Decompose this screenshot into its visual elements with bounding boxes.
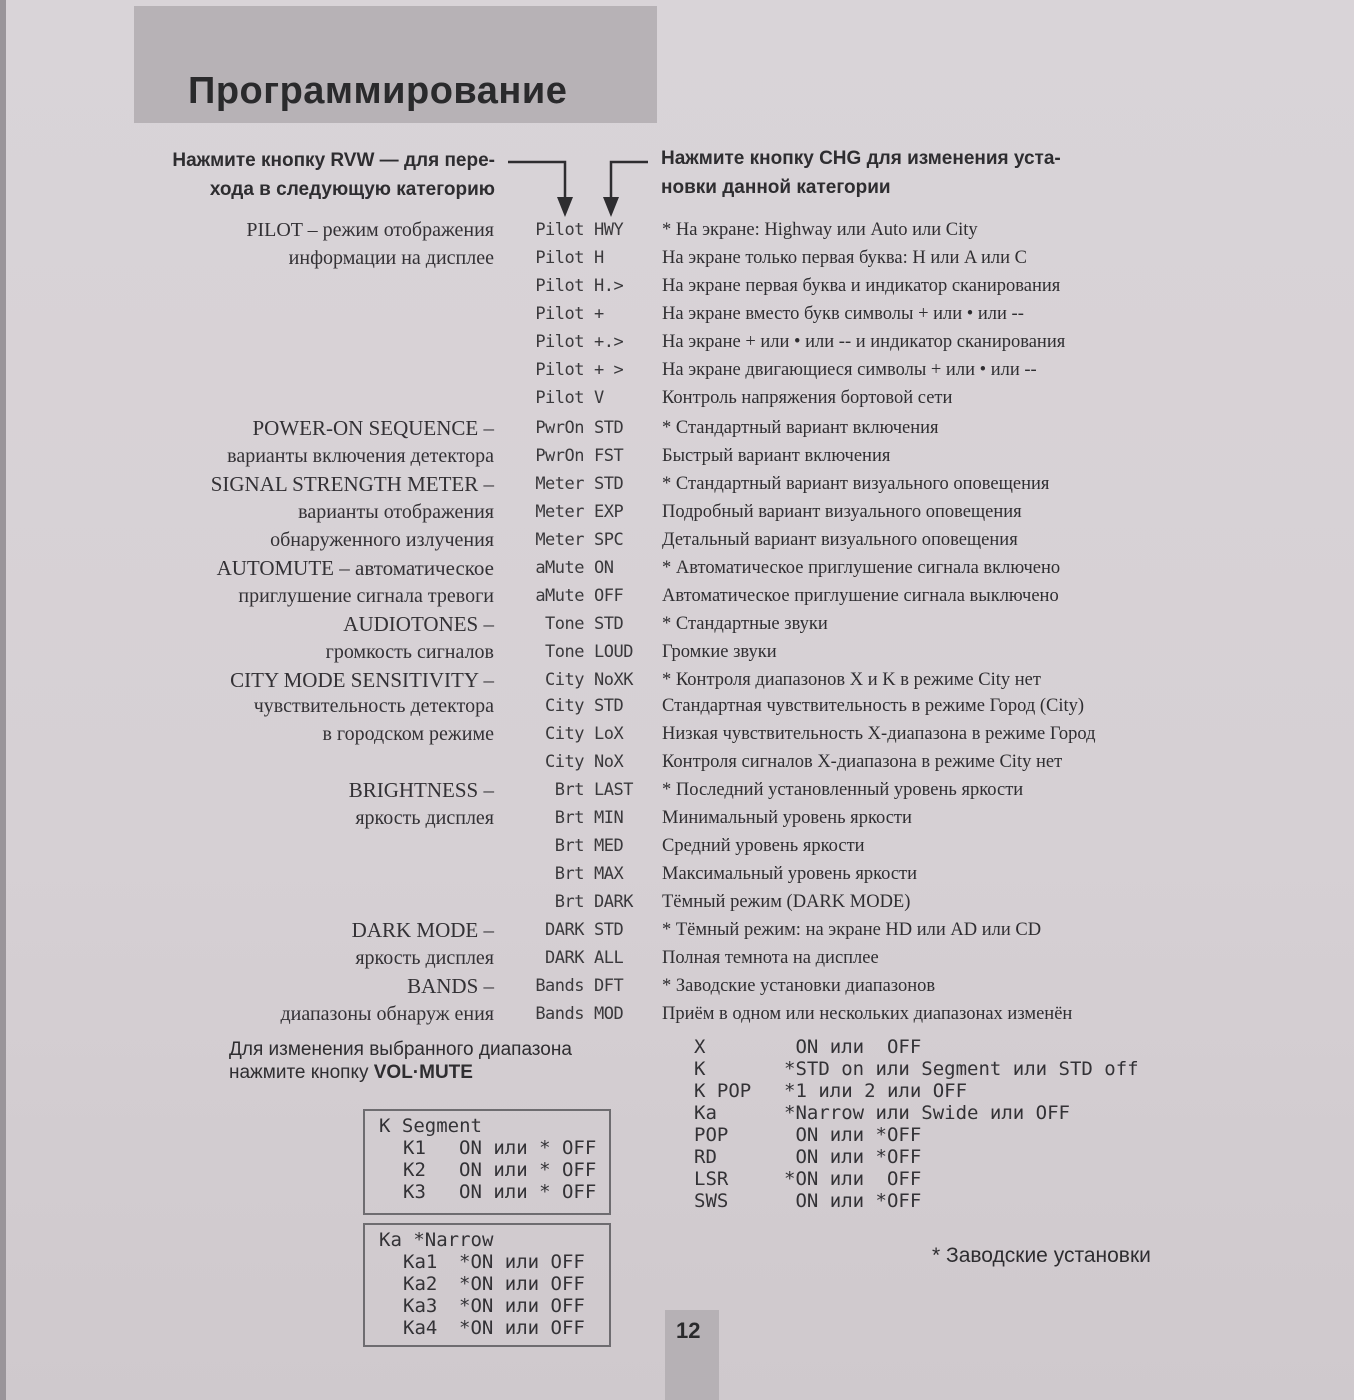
lcd-display-label: Tone xyxy=(545,642,584,662)
setting-category: диапазоны обнаруж ения xyxy=(280,1003,494,1025)
k-segment-title: K Segment xyxy=(379,1115,482,1137)
setting-category: варианты отображения xyxy=(298,501,494,523)
setting-description: Средний уровень яркости xyxy=(662,836,865,856)
setting-row xyxy=(0,300,1354,328)
setting-description: Максимальный уровень яркости xyxy=(662,864,918,884)
setting-description: Тёмный режим (DARK MODE) xyxy=(662,892,911,912)
lcd-display-label: Pilot xyxy=(535,276,584,296)
lcd-display-value: + > xyxy=(594,360,624,380)
setting-row xyxy=(0,748,1354,776)
lcd-display-value: MIN xyxy=(594,808,624,828)
setting-category: BRIGHTNESS – xyxy=(348,778,494,802)
setting-description: * Последний установленный уровень яркости xyxy=(662,780,1024,800)
lcd-display-label: Meter xyxy=(535,530,584,550)
lcd-display-value: STD xyxy=(594,474,624,494)
setting-row xyxy=(0,442,1354,470)
setting-row xyxy=(0,916,1354,944)
page-title: Программирование xyxy=(188,70,568,112)
setting-description: Стандартная чувствительность в режиме Город (City) xyxy=(662,696,1085,716)
setting-row xyxy=(0,888,1354,916)
band-name: X xyxy=(694,1036,706,1058)
band-segment-item xyxy=(379,1137,595,1159)
segment-name: K2 xyxy=(403,1159,426,1181)
chg-arrowhead-icon xyxy=(603,197,619,217)
band-name: LSR xyxy=(694,1168,729,1190)
setting-description: * Заводские установки диапазонов xyxy=(662,976,936,996)
lcd-display-label: Tone xyxy=(545,614,584,634)
setting-category: чувствительность детектора xyxy=(253,695,494,717)
setting-row xyxy=(0,414,1354,442)
setting-row xyxy=(0,470,1354,498)
setting-category: DARK MODE – xyxy=(351,918,494,942)
segment-name: Ka2 xyxy=(403,1273,438,1295)
lcd-display-label: Brt xyxy=(554,836,584,856)
segment-value: *ON или OFF xyxy=(459,1317,585,1339)
k-segment-box xyxy=(363,1109,611,1215)
segment-name: K1 xyxy=(403,1137,426,1159)
lcd-display-label: Meter xyxy=(535,474,584,494)
setting-category: приглушение сигнала тревоги xyxy=(238,585,494,607)
band-settings-list xyxy=(694,1036,1139,1212)
band-name: SWS xyxy=(694,1190,729,1212)
lcd-display-label: Brt xyxy=(554,808,584,828)
setting-description: На экране + или • или -- и индикатор сканирования xyxy=(662,332,1066,352)
lcd-display-label: Bands xyxy=(535,1004,584,1024)
band-segment-item xyxy=(379,1159,595,1181)
lcd-display-value: MED xyxy=(594,836,624,856)
setting-row xyxy=(0,638,1354,666)
setting-description: * Стандартный вариант визуального оповещения xyxy=(662,474,1050,494)
band-row xyxy=(694,1146,1139,1168)
setting-row xyxy=(0,356,1354,384)
lcd-display-value: OFF xyxy=(594,586,624,606)
lcd-display-label: Pilot xyxy=(535,332,584,352)
setting-description: На экране первая буква и индикатор сканирования xyxy=(662,276,1061,296)
segment-name: K3 xyxy=(403,1181,426,1203)
setting-description: Подробный вариант визуального оповещения xyxy=(662,502,1022,522)
segment-name: Ka1 xyxy=(403,1251,438,1273)
lcd-display-label: aMute xyxy=(535,558,584,578)
lcd-display-value: EXP xyxy=(594,502,624,522)
lcd-display-label: Bands xyxy=(535,976,584,996)
lcd-display-value: SPC xyxy=(594,530,624,550)
setting-category: AUTOMUTE – автоматическое xyxy=(216,556,494,580)
setting-category: громкость сигналов xyxy=(325,641,494,663)
band-value: *Narrow или Swide или OFF xyxy=(784,1102,1070,1124)
setting-row xyxy=(0,244,1354,272)
lcd-display-value: +.> xyxy=(594,332,624,352)
lcd-display-label: aMute xyxy=(535,586,584,606)
lcd-display-value: STD xyxy=(594,920,624,940)
setting-description: * Стандартные звуки xyxy=(662,614,828,634)
lcd-display-label: PwrOn xyxy=(535,446,584,466)
lcd-display-label: City xyxy=(545,670,584,690)
band-row xyxy=(694,1080,1139,1102)
setting-row xyxy=(0,860,1354,888)
setting-category: PILOT – режим отображения xyxy=(246,219,494,241)
setting-description: Быстрый вариант включения xyxy=(662,446,891,466)
setting-category: SIGNAL STRENGTH METER – xyxy=(210,472,494,496)
setting-row xyxy=(0,582,1354,610)
setting-description: Приём в одном или нескольких диапазонах изменён xyxy=(662,1004,1073,1024)
lcd-display-value: LoX xyxy=(594,724,624,744)
setting-row xyxy=(0,832,1354,860)
lcd-display-value: FST xyxy=(594,446,624,466)
setting-description: На экране двигающиеся символы + или • или -- xyxy=(662,360,1037,380)
band-value: ON или OFF xyxy=(784,1036,922,1058)
band-row xyxy=(694,1036,1139,1058)
rvw-instruction-line1: Нажмите кнопку RVW — для пере- xyxy=(172,150,495,171)
lcd-display-value: ALL xyxy=(594,948,624,968)
setting-category: информации на дисплее xyxy=(288,247,494,269)
setting-category: CITY MODE SENSITIVITY – xyxy=(230,668,494,692)
band-row xyxy=(694,1190,1139,1212)
setting-description: Автоматическое приглушение сигнала выключено xyxy=(662,586,1059,606)
segment-value: ON или * OFF xyxy=(459,1159,597,1181)
lcd-display-value: MAX xyxy=(594,864,624,884)
segment-value: ON или * OFF xyxy=(459,1181,597,1203)
setting-row xyxy=(0,328,1354,356)
lcd-display-label: Pilot xyxy=(535,388,584,408)
rvw-arrow-icon xyxy=(508,162,565,205)
lcd-display-label: Pilot xyxy=(535,220,584,240)
setting-description: Низкая чувствительность X-диапазона в режиме Город xyxy=(662,724,1096,744)
setting-row xyxy=(0,972,1354,1000)
setting-description: Детальный вариант визуального оповещения xyxy=(662,530,1018,550)
band-value: *1 или 2 или OFF xyxy=(784,1080,968,1102)
band-name: K POP xyxy=(694,1080,752,1102)
setting-row xyxy=(0,1000,1354,1028)
lcd-display-value: DFT xyxy=(594,976,624,996)
lcd-display-label: Pilot xyxy=(535,304,584,324)
lcd-display-value: STD xyxy=(594,696,624,716)
setting-row xyxy=(0,610,1354,638)
ka-narrow-box xyxy=(363,1223,611,1347)
setting-row xyxy=(0,804,1354,832)
band-row xyxy=(694,1058,1139,1080)
band-value: *ON или OFF xyxy=(784,1168,922,1190)
setting-description: На экране только первая буква: H или A или C xyxy=(662,248,1027,268)
setting-row xyxy=(0,526,1354,554)
lcd-display-value: LOUD xyxy=(594,642,633,662)
lcd-display-value: H.> xyxy=(594,276,624,296)
lcd-display-value: LAST xyxy=(594,780,633,800)
ka-narrow-title: Ka *Narrow xyxy=(379,1229,494,1251)
band-value: *STD on или Segment или STD off xyxy=(784,1058,1139,1080)
lcd-display-label: Pilot xyxy=(535,360,584,380)
chg-instruction-line1: Нажмите кнопку CHG для изменения уста- xyxy=(661,148,1061,169)
setting-description: Громкие звуки xyxy=(662,642,777,662)
setting-description: Минимальный уровень яркости xyxy=(662,808,912,828)
setting-category: BANDS – xyxy=(407,974,494,998)
segment-value: *ON или OFF xyxy=(459,1251,585,1273)
setting-description: * Тёмный режим: на экране HD или AD или CD xyxy=(662,920,1042,940)
lcd-display-value: + xyxy=(594,304,604,324)
rvw-instruction-line2: хода в следующую категорию xyxy=(209,179,495,200)
volmute-button-name: VOL·MUTE xyxy=(373,1062,473,1083)
setting-category: яркость дисплея xyxy=(355,947,494,969)
lcd-display-value: NoXK xyxy=(594,670,633,690)
lcd-display-label: City xyxy=(545,752,584,772)
setting-description: Контроля сигналов X-диапазона в режиме City нет xyxy=(662,752,1063,772)
volmute-line2 xyxy=(229,1061,572,1084)
setting-category: обнаруженного излучения xyxy=(270,529,494,551)
setting-description: Полная темнота на дисплее xyxy=(662,948,879,968)
volmute-instruction xyxy=(229,1038,572,1084)
band-segment-item xyxy=(379,1181,595,1203)
lcd-display-label: Brt xyxy=(554,892,584,912)
page-number: 12 xyxy=(676,1318,701,1343)
setting-category: яркость дисплея xyxy=(355,807,494,829)
segment-name: Ka4 xyxy=(403,1317,438,1339)
lcd-display-value: DARK xyxy=(594,892,633,912)
lcd-display-value: HWY xyxy=(594,220,624,240)
segment-name: Ka3 xyxy=(403,1295,438,1317)
band-name: K xyxy=(694,1058,706,1080)
lcd-display-label: Meter xyxy=(535,502,584,522)
volmute-line1: Для изменения выбранного диапазона xyxy=(229,1039,572,1060)
setting-category: AUDIOTONES – xyxy=(343,612,494,636)
volmute-line2-prefix: нажмите кнопку xyxy=(229,1062,374,1083)
lcd-display-label: Brt xyxy=(554,780,584,800)
setting-description: * Автоматическое приглушение сигнала включено xyxy=(662,558,1061,578)
setting-row xyxy=(0,720,1354,748)
setting-row xyxy=(0,272,1354,300)
setting-row xyxy=(0,944,1354,972)
setting-description: * На экране: Highway или Auto или City xyxy=(662,220,978,240)
band-value: ON или *OFF xyxy=(784,1146,922,1168)
instruction-arrows xyxy=(0,0,1354,240)
band-value: ON или *OFF xyxy=(784,1190,922,1212)
segment-value: *ON или OFF xyxy=(459,1295,585,1317)
band-name: POP xyxy=(694,1124,729,1146)
band-row xyxy=(694,1124,1139,1146)
setting-category: POWER-ON SEQUENCE – xyxy=(252,416,494,440)
band-segment-item xyxy=(379,1317,595,1339)
setting-description: * Стандартный вариант включения xyxy=(662,418,939,438)
factory-settings-note: * Заводские установки xyxy=(932,1244,1151,1267)
lcd-display-value: STD xyxy=(594,418,624,438)
setting-row xyxy=(0,384,1354,412)
lcd-display-value: MOD xyxy=(594,1004,624,1024)
setting-row xyxy=(0,554,1354,582)
rvw-arrowhead-icon xyxy=(557,197,573,217)
setting-row xyxy=(0,216,1354,244)
lcd-display-label: DARK xyxy=(545,948,584,968)
setting-category: в городском режиме xyxy=(322,723,494,745)
lcd-display-label: City xyxy=(545,696,584,716)
setting-row xyxy=(0,666,1354,694)
lcd-display-value: NoX xyxy=(594,752,624,772)
lcd-display-value: ON xyxy=(594,558,614,578)
lcd-display-value: H xyxy=(594,248,604,268)
lcd-display-label: Brt xyxy=(554,864,584,884)
setting-row xyxy=(0,498,1354,526)
band-name: RD xyxy=(694,1146,717,1168)
setting-description: На экране вместо букв символы + или • или -- xyxy=(662,304,1024,324)
lcd-display-label: City xyxy=(545,724,584,744)
setting-category: варианты включения детектора xyxy=(227,445,494,467)
lcd-display-value: STD xyxy=(594,614,624,634)
lcd-display-value: V xyxy=(594,388,604,408)
band-segment-item xyxy=(379,1273,595,1295)
segment-value: *ON или OFF xyxy=(459,1273,585,1295)
segment-value: ON или * OFF xyxy=(459,1137,597,1159)
setting-row xyxy=(0,692,1354,720)
band-segment-item xyxy=(379,1251,595,1273)
setting-description: Контроль напряжения бортовой сети xyxy=(662,388,953,408)
band-value: ON или *OFF xyxy=(784,1124,922,1146)
chg-instruction-line2: новки данной категории xyxy=(661,177,891,198)
band-segment-item xyxy=(379,1295,595,1317)
lcd-display-label: PwrOn xyxy=(535,418,584,438)
band-name: Ka xyxy=(694,1102,717,1124)
lcd-display-label: Pilot xyxy=(535,248,584,268)
band-row xyxy=(694,1168,1139,1190)
setting-description: * Контроля диапазонов X и K в режиме City нет xyxy=(662,670,1041,690)
setting-row xyxy=(0,776,1354,804)
band-row xyxy=(694,1102,1139,1124)
lcd-display-label: DARK xyxy=(545,920,584,940)
